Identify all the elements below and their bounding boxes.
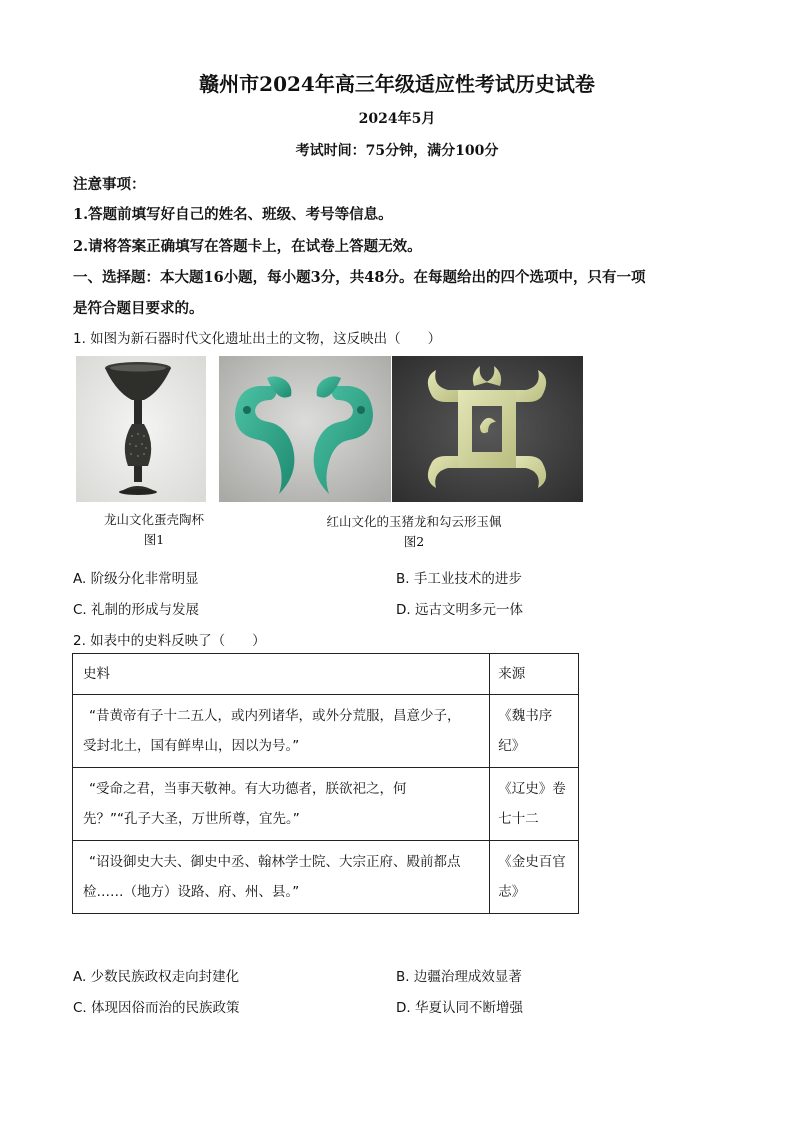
table-cell-origin bbox=[490, 768, 579, 841]
q1-option-a: A. 阶级分化非常明显 bbox=[73, 571, 199, 587]
origin-line: 《魏书序 bbox=[498, 708, 553, 724]
figure-1-label: 图1 bbox=[143, 532, 165, 547]
source-table bbox=[72, 653, 579, 914]
q2-option-c: C. 体现因俗而治的民族政策 bbox=[73, 1000, 240, 1016]
figure-2-label: 图2 bbox=[403, 534, 425, 549]
table-header-row bbox=[73, 654, 579, 695]
figure-2-caption: 红山文化的玉猪龙和勾云形玉佩 bbox=[326, 514, 502, 529]
origin-line: 志》 bbox=[498, 884, 526, 900]
q1-option-c: C. 礼制的形成与发展 bbox=[73, 602, 200, 618]
question-2-stem: 2. 如表中的史料反映了（ ） bbox=[73, 633, 266, 649]
table-row bbox=[73, 768, 579, 841]
q2-option-d: D. 华夏认同不断增强 bbox=[396, 1000, 523, 1016]
exam-date: 2024年5月 bbox=[358, 111, 436, 127]
section-instruction-line-1: 一、选择题：本大题16小题，每小题3分，共48分。在每题给出的四个选项中，只有一项 bbox=[73, 269, 646, 286]
exam-duration: 考试时间：75分钟，满分100分 bbox=[295, 143, 499, 159]
q1-option-b: B. 手工业技术的进步 bbox=[396, 571, 522, 587]
table-row bbox=[73, 841, 579, 914]
pottery-cup-image bbox=[76, 356, 206, 502]
figure-2-caption-block bbox=[282, 512, 546, 552]
text-line: “昔黄帝有子十二五人，或内列诸华，或外分荒服，昌意少子， bbox=[89, 708, 461, 724]
text-line: “受命之君，当事天敬神。有大功德者，朕欲祀之，何 bbox=[89, 781, 407, 797]
note-item-1: 1.答题前填写好自己的姓名、班级、考号等信息。 bbox=[73, 206, 393, 223]
table-cell-text bbox=[73, 841, 490, 914]
jade-pig-dragon-image bbox=[219, 356, 391, 502]
origin-line: 《金史百官 bbox=[498, 854, 566, 870]
question-1-stem: 1. 如图为新石器时代文化遗址出土的文物，这反映出（ ） bbox=[73, 331, 442, 347]
q2-option-b: B. 边疆治理成效显著 bbox=[396, 969, 522, 985]
table-header-source-text: 史料 bbox=[73, 654, 490, 695]
notes-heading: 注意事项： bbox=[73, 176, 146, 193]
text-line: 先？”“孔子大圣，万世所尊，宜先。” bbox=[83, 811, 300, 827]
exam-title: 赣州市2024年高三年级适应性考试历史试卷 bbox=[199, 72, 595, 96]
table-cell-origin bbox=[490, 841, 579, 914]
figure-1-caption-block bbox=[76, 510, 232, 550]
table-header-origin: 来源 bbox=[490, 654, 579, 695]
text-line: 检……（地方）设路、府、州、县。” bbox=[83, 884, 300, 900]
origin-line: 纪》 bbox=[498, 738, 526, 754]
jade-cloud-pendant-image bbox=[392, 356, 583, 502]
table-cell-origin bbox=[490, 695, 579, 768]
table-cell-text bbox=[73, 768, 490, 841]
text-line: 受封北土，国有鲜卑山，因以为号。” bbox=[83, 738, 300, 754]
q2-option-a: A. 少数民族政权走向封建化 bbox=[73, 969, 240, 985]
text-line: “诏设御史大夫、御史中丞、翰林学士院、大宗正府、殿前都点 bbox=[89, 854, 461, 870]
note-item-2: 2.请将答案正确填写在答题卡上，在试卷上答题无效。 bbox=[73, 238, 422, 255]
section-instruction-line-2: 是符合题目要求的。 bbox=[73, 300, 204, 317]
table-row bbox=[73, 695, 579, 768]
figure-1-caption: 龙山文化蛋壳陶杯 bbox=[103, 512, 204, 527]
q1-option-d: D. 远古文明多元一体 bbox=[396, 602, 523, 618]
table-cell-text bbox=[73, 695, 490, 768]
origin-line: 《辽史》卷 bbox=[498, 781, 566, 797]
origin-line: 七十二 bbox=[498, 811, 539, 827]
